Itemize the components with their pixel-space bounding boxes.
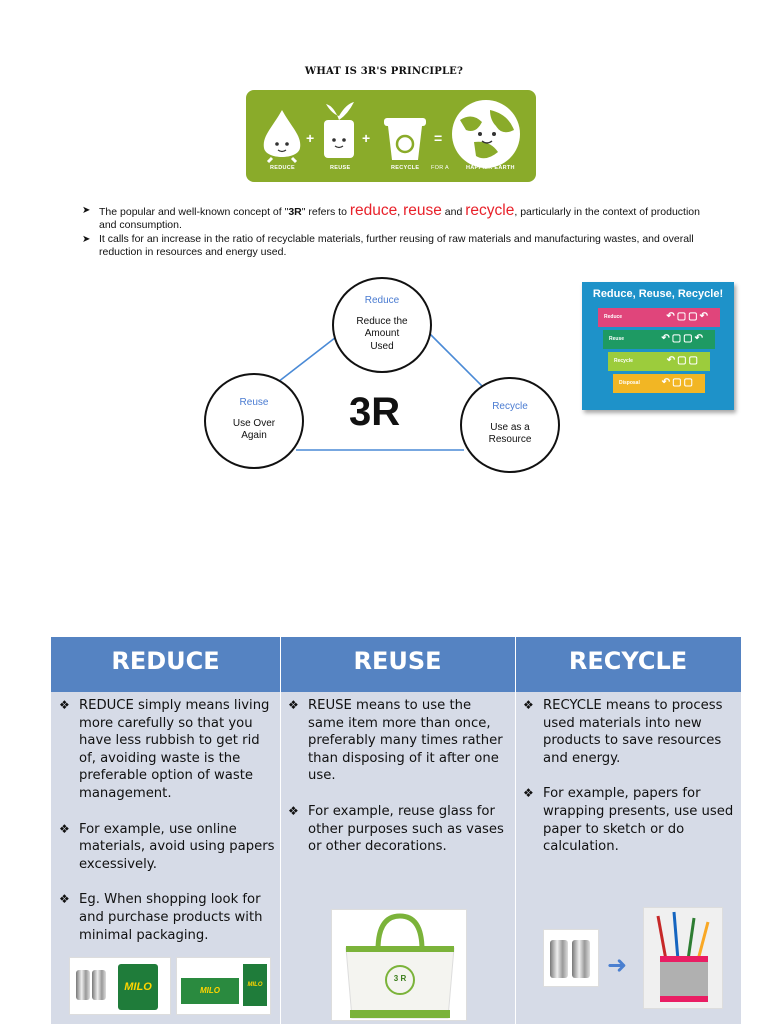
arrow-bullet-icon: ➤ [82, 205, 91, 216]
bullet-2 [82, 233, 702, 259]
poster-tier-label: Recycle [614, 358, 633, 364]
header-reduce: REDUCE [111, 647, 220, 675]
node-reduce-title: Reduce [364, 295, 400, 306]
intro-bullets [82, 204, 702, 260]
milo-tin: MILO [118, 964, 158, 1010]
list-item [523, 697, 735, 767]
3r-cycle-diagram [200, 272, 570, 482]
sep: , [397, 206, 404, 218]
milo-box: MILO [181, 978, 239, 1004]
bullet-1-bold: 3R [288, 206, 302, 218]
header-recycle: RECYCLE [568, 647, 688, 675]
list-item [59, 891, 275, 944]
tin-can [572, 940, 590, 978]
list-item [59, 821, 275, 874]
highlight-recycle: recycle [465, 202, 515, 219]
header-reuse: REUSE [353, 647, 442, 675]
cup-icon: ↶▢▢ [661, 377, 695, 388]
milo-bag: MILO [243, 964, 267, 1006]
highlight-reduce: reduce [349, 202, 398, 219]
tote-bag-illustration [332, 910, 468, 1022]
diamond-bullet-icon: ❖ [288, 698, 299, 712]
diamond-bullet-icon: ❖ [59, 698, 70, 712]
node-recycle-title: Recycle [492, 401, 528, 412]
list-item [59, 697, 275, 803]
item-text: RECYCLE means to process used materials into new products to save resources and energy. [543, 698, 723, 766]
item-text: For example, use online materials, avoid using papers excessively. [79, 821, 275, 872]
highlight-reuse: reuse [403, 202, 442, 219]
diamond-bullet-icon: ❖ [59, 892, 70, 907]
bullet-2-text: It calls for an increase in the ratio of recyclable materials, further reusing of raw materials and manufacturing wastes, and overall reduction in resources and energy used. [99, 233, 694, 258]
pen-holder-illustration [644, 908, 724, 1010]
item-text: Eg. When shopping look for and purchase products with minimal packaging. [79, 892, 263, 943]
item-text: For example, papers for wrapping presents, use used paper to sketch or do calculation. [543, 786, 734, 855]
item-text: REDUCE simply means living more carefully so that you have less rubbish to get rid of, avoiding waste is the preferable option of waste management. [79, 698, 270, 801]
list-item [288, 803, 510, 856]
plus-icon: + [306, 130, 315, 146]
column-recycle [523, 697, 735, 874]
banner-label-recycle: RECYCLE [391, 165, 420, 171]
node-reuse-title: Reuse [239, 397, 269, 408]
poster-tier-recycle [608, 352, 710, 371]
list-item [288, 697, 510, 785]
clothing-icon: ↶▢▢↶ [661, 333, 705, 344]
bag-logo: 3 R [393, 974, 407, 983]
3r-banner [246, 90, 536, 182]
diagram-center-label: 3R [349, 390, 401, 434]
column-reduce [59, 697, 275, 962]
bullet-1-text-mid: " refers to [301, 206, 350, 218]
column-reuse [288, 697, 510, 874]
diamond-bullet-icon: ❖ [523, 698, 534, 712]
page-title: WHAT IS 3R'S PRINCIPLE? [304, 66, 464, 77]
node-reduce-text: Reduce the Amount Used [356, 315, 408, 352]
banner-label-reuse: REUSE [330, 165, 351, 171]
banner-label-happier-earth: HAPPIER EARTH [466, 165, 515, 171]
bullet-1 [82, 204, 702, 232]
banner-label-for-a: FOR A [431, 165, 450, 171]
list-item [523, 785, 735, 855]
tote-bag-photo [331, 909, 467, 1021]
clothing-icon: ↶▢▢↶ [666, 311, 710, 322]
poster-tier-disposal [613, 374, 705, 393]
node-recycle-text: Use as a Resource [488, 421, 532, 445]
milo-pack-photo [176, 957, 271, 1015]
poster-tier-label: Disposal [619, 380, 640, 386]
plus-icon: + [362, 130, 371, 146]
tin-can [92, 970, 106, 1000]
3r-comparison-table [51, 637, 741, 1024]
item-text: REUSE means to use the same item more than once, preferably many times rather than disposing of it after one use. [308, 698, 503, 784]
pen-holder-photo [643, 907, 723, 1009]
banner-label-reduce: REDUCE [270, 165, 296, 171]
column-divider [515, 637, 516, 1024]
diamond-bullet-icon: ❖ [523, 786, 534, 801]
diamond-bullet-icon: ❖ [288, 803, 299, 818]
equals-icon: = [434, 130, 443, 146]
bullet-1-text-pre: The popular and well-known concept of " [99, 206, 289, 218]
poster-tier-reuse [603, 330, 715, 349]
empty-cans-photo [543, 929, 599, 987]
poster-tier-label: Reduce [604, 314, 623, 320]
item-text: For example, reuse glass for other purposes such as vases or other decorations. [308, 803, 504, 855]
node-reuse-text: Use Over Again [232, 417, 276, 441]
arrow-right-icon: ➜ [607, 952, 628, 979]
node-reduce [332, 277, 432, 373]
table-header-row [51, 637, 741, 692]
sep: and [441, 206, 466, 218]
milo-cans-photo [69, 957, 171, 1015]
reduce-reuse-recycle-poster [582, 282, 734, 410]
bottle-icon: ↶▢▢ [666, 355, 700, 366]
diamond-bullet-icon: ❖ [59, 821, 70, 836]
tin-can [550, 940, 568, 978]
poster-tier-reduce [598, 308, 720, 327]
column-divider [280, 637, 281, 1024]
node-reuse [204, 373, 304, 469]
tin-can [76, 970, 90, 1000]
arrow-bullet-icon: ➤ [82, 234, 91, 245]
poster-tier-label: Reuse [609, 336, 625, 342]
poster-title: Reduce, Reuse, Recycle! [592, 288, 724, 300]
node-recycle [460, 377, 560, 473]
bullet-1-text-post: , particularly in the context of production and consumption. [99, 206, 700, 231]
